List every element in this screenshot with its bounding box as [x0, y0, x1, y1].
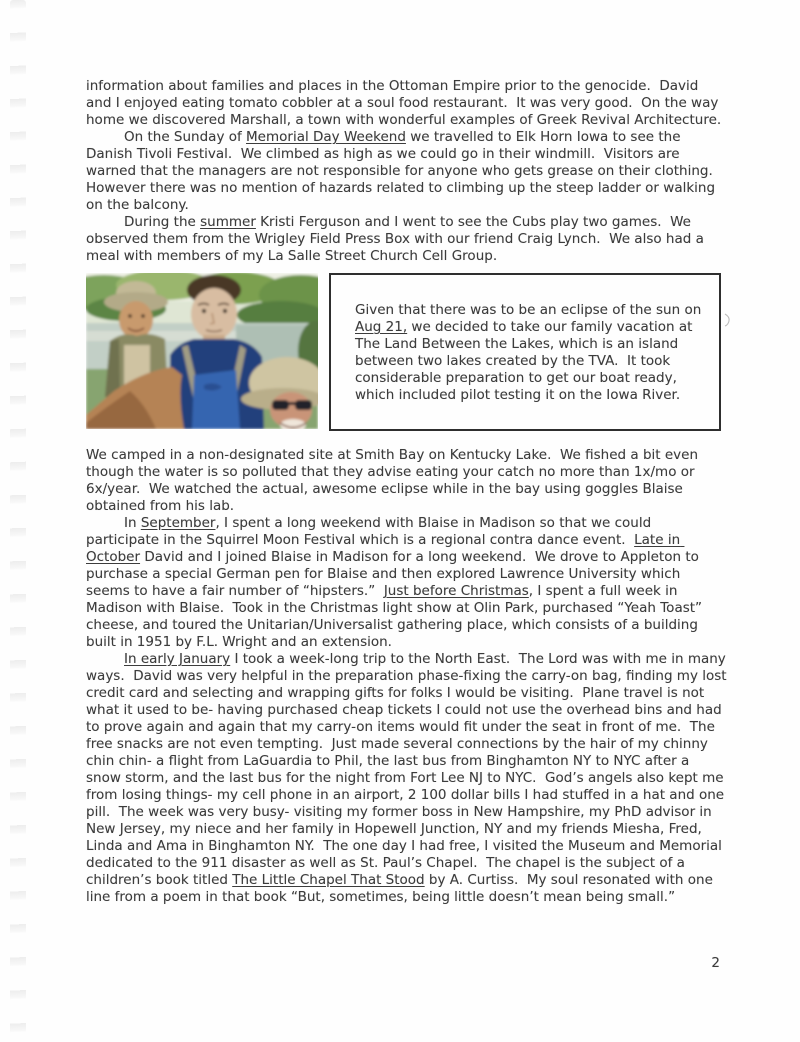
stray-pen-mark [724, 312, 733, 331]
paragraph-memorial-day: On the Sunday of Memorial Day Weekend we travelled to Elk Horn Iowa to see the Danish Tivoli Festival. We climbed as high as we could go in their windmill. Visitors are warned that the managers are not responsible for anyone who gets grease on their clothing. However there was no mention of hazards related to climbing up the steep ladder or walking on the balcony. [86, 129, 722, 213]
eclipse-callout-box [329, 273, 721, 431]
family-selfie-photo-image [86, 273, 318, 429]
callout-text: Given that there was to be an eclipse of the sun on Aug 21, we decided to take our family vacation at The Land Between the Lakes, which is an island between two lakes created by the TVA. It took considerable preparation to get our boat ready, which included pilot testing it on the Iowa River. [355, 302, 706, 403]
paragraph-kentucky-lake: We camped in a non-designated site at Smith Bay on Kentucky Lake. We fished a bit even though the water is so polluted that they advise eating your catch no more than 1x/mo or 6x/year. We watched the actual, awesome eclipse while in the bay using goggles Blaise obtained from his lab. [86, 447, 703, 514]
letter-body [86, 78, 731, 906]
paragraph-northeast-trip: In early January I took a week-long trip to the North East. The Lord was with me in many ways. David was very helpful in the preparation phase-fixing the carry-on bag, finding my lost credit card and selecting and wrapping gifts for folks I would be visiting. Plane travel is not what it used to be- having purchased cheap tickets I could not use the overhead bins and had to prove again and again that my carry-on items would fit under the seat in front of me. The free snacks are not even tempting. Just made several connections by the hair of my chinny chin chin- a flight from LaGuardia to Phil, the last bus from Binghamton NY to NYC after a snow storm, and the last bus for the night from Fort Lee NJ to NYC. God’s angels also kept me from losing things- my cell phone in an airport, 2 100 dollar bills I had stuffed in a hat and one pill. The week was very busy- visiting my former boss in New Hampshire, my PhD advisor in New Jersey, my niece and her family in Hopewell Junction, NY and my friends Miesha, Fred, Linda and Ama in Binghamton NY. The one day I had free, I visited the Museum and Memorial dedicated to the 911 disaster as well as St. Paul’s Chapel. The chapel is the subject of a children’s book titled The Little Chapel That Stood by A. Curtiss. My soul resonated with one line from a poem in that book “But, sometimes, being little doesn’t mean being small.” [86, 651, 731, 905]
torn-edge-marks [10, 0, 26, 1042]
page-number: 2 [711, 955, 720, 971]
photo-and-callout-row [86, 273, 728, 431]
paragraph-ottoman-empire: information about families and places in the Ottoman Empire prior to the genocide. David and I enjoyed eating tomato cobbler at a soul food restaurant. It was very good. On the way home we discovered Marshall, a town with wonderful examples of Greek Revival Architecture. [86, 78, 723, 128]
family-selfie-photo [86, 273, 318, 429]
paragraph-cubs-games: During the summer Kristi Ferguson and I went to see the Cubs play two games. We observed them from the Wrigley Field Press Box with our friend Craig Lynch. We also had a meal with members of my La Salle Street Church Cell Group. [86, 214, 709, 264]
paragraph-madison-trips: In September, I spent a long weekend with Blaise in Madison so that we could participate in the Squirrel Moon Festival which is a regional contra dance event. Late in October David and I joined Blaise in Madison for a long weekend. We drove to Appleton to purchase a special German pen for Blaise and then explored Lawrence University which seems to have a fair number of “hipsters.” Just before Christmas, I spent a full week in Madison with Blaise. Took in the Christmas light show at Olin Park, purchased “Yeah Toast” cheese, and toured the Unitarian/Universalist gathering place, which consists of a building built in 1951 by F.L. Wright and an extension. [86, 515, 707, 650]
